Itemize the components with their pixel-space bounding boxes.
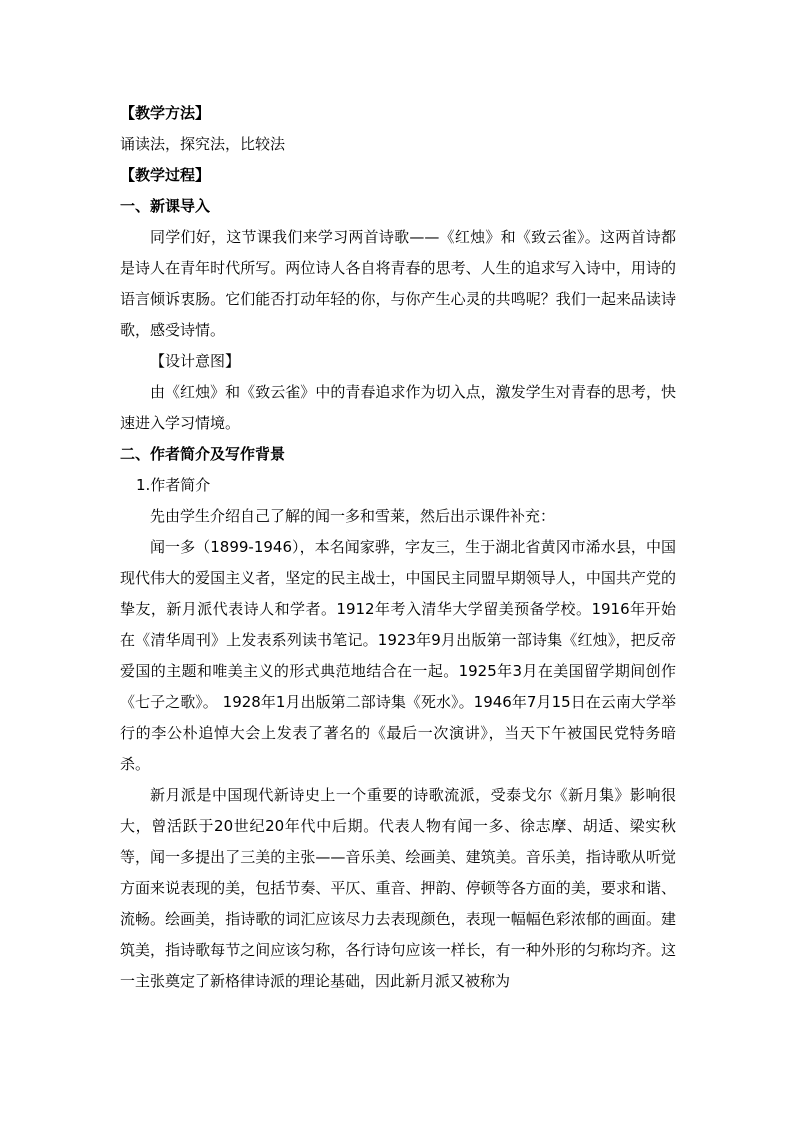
xinyue-school-paragraph: 新月派是中国现代新诗史上一个重要的诗歌流派，受泰戈尔《新月集》影响很大，曾活跃于20世纪20年代中后期。代表人物有闻一多、徐志摩、胡适、梁实秋等，闻一多提出了三美的主张——音乐美、绘画美、建筑美。音乐美，指诗歌从听觉方面来说表现的美，包括节奏、平仄、重音、押韵、停顿等各方面的美，要求和谐、流畅。绘画美，指诗歌的词汇应该尽力去表现颜色，表现一幅幅色彩浓郁的画面。建筑美，指诗歌每节之间应该匀称，各行诗句应该一样长，有一种外形的匀称均齐。这一主张奠定了新格律诗派的理论基础，因此新月派又被称为 (120, 786, 676, 990)
subsection-author-intro: 1.作者简介 (136, 476, 211, 494)
teaching-process-heading: 【教学过程】 (120, 166, 211, 184)
author-intro-lead: 先由学生介绍自己了解的闻一多和雪莱，然后出示课件补充： (150, 507, 556, 525)
teaching-method-heading: 【教学方法】 (120, 104, 211, 122)
teaching-method-text: 诵读法，探究法，比较法 (120, 135, 286, 153)
design-intent-label: 【设计意图】 (150, 352, 241, 370)
wen-yiduo-paragraph: 闻一多（1899-1946），本名闻家骅，字友三，生于湖北省黄冈市浠水县，中国现代伟大的爱国主义者，坚定的民主战士，中国民主同盟早期领导人，中国共产党的挚友，新月派代表诗人和学者。1912年考入清华大学留美预备学校。1916年开始在《清华周刊》上发表系列读书笔记。1923年9月出版第一部诗集《红烛》，把反帝爱国的主题和唯美主义的形式典范地结合在一起。1925年3月在美国留学期间创作《七子之歌》。 1928年1月出版第二部诗集《死水》。1946年7月15日在云南大学举行的李公朴追悼大会上发表了著名的《最后一次演讲》，当天下午被国民党特务暗杀。 (120, 538, 676, 773)
section-2-title: 二、作者简介及写作背景 (120, 445, 286, 463)
intro-paragraph: 同学们好，这节课我们来学习两首诗歌——《红烛》和《致云雀》。这两首诗都是诗人在青年时代所写。两位诗人各自将青春的思考、人生的追求写入诗中，用诗的语言倾诉衷肠。它们能否打动年轻的你，与你产生心灵的共鸣呢？我们一起来品读诗歌，感受诗情。 (120, 228, 676, 339)
document-page (120, 98, 676, 997)
design-intent-paragraph: 由《红烛》和《致云雀》中的青春追求作为切入点，激发学生对青春的思考，快速进入学习情境。 (120, 383, 676, 432)
section-1-title: 一、新课导入 (120, 197, 211, 215)
